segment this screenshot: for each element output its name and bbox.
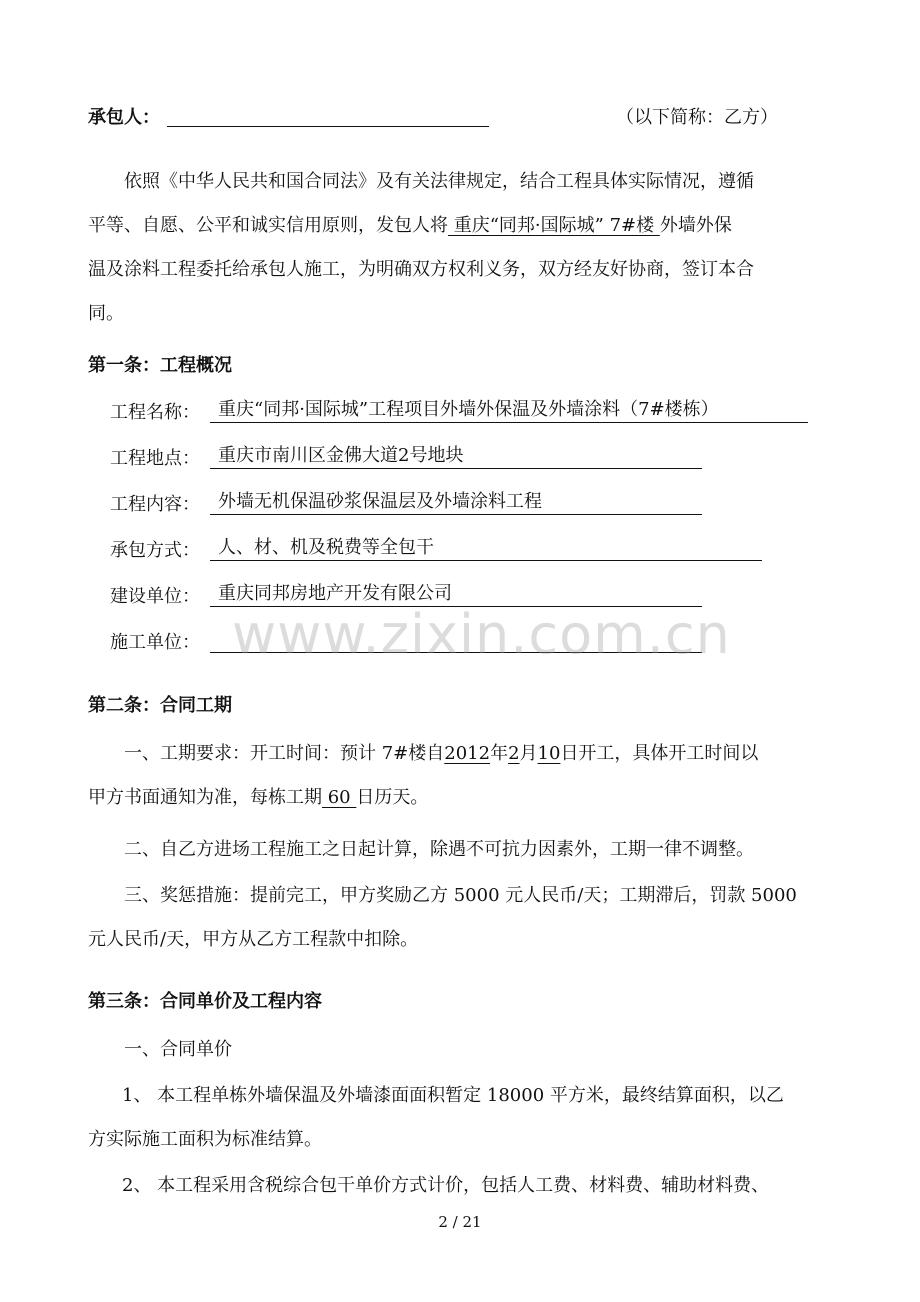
schedule-text: 年 (490, 743, 509, 764)
article3-item1-text-1: 1、 本工程单栋外墙保温及外墙漆面面积暂定 18000 平方米，最终结算面积，以乙 (122, 1085, 784, 1106)
field-label: 施工单位： (110, 632, 200, 653)
article2-p2-text: 二、自乙方进场工程施工之日起计算，除遇不可抗力因素外，工期一律不调整。 (124, 839, 754, 860)
schedule-text: 日历天。 (356, 787, 429, 808)
field-value: 重庆市南川区金佛大道2号地块 (210, 445, 702, 469)
field-value: 重庆“同邦·国际城”工程项目外墙外保温及外墙涂料（7#楼栋） (210, 399, 808, 423)
schedule-text: 一、工期要求：开工时间：预计 7#楼自 (124, 743, 445, 764)
article2-p3-text-2: 元人民币/天，甲方从乙方工程款中扣除。 (88, 929, 419, 950)
field-label: 建设单位： (110, 586, 200, 607)
field-value: 外墙无机保温砂浆保温层及外墙涂料工程 (210, 491, 702, 515)
intro-text-1: 依照《中华人民共和国合同法》及有关法律规定，结合工程具体实际情况，遵循 (124, 171, 754, 192)
field-label: 工程地点： (110, 448, 200, 469)
intro-text-3: 温及涂料工程委托给承包人施工，为明确双方权利义务，双方经友好协商，签订本合 (88, 259, 754, 280)
party-b-blank (167, 106, 489, 127)
start-month: 2 (508, 743, 520, 764)
duration-days: 60 (322, 787, 357, 808)
field-label: 工程内容： (110, 494, 200, 515)
field-value: 人、材、机及税费等全包干 (210, 537, 762, 561)
intro-text-2a: 平等、自愿、公平和诚实信用原则，发包人将 (88, 215, 448, 236)
schedule-text: 日开工，具体开工时间以 (560, 743, 759, 764)
article3-title-text: 第三条：合同单价及工程内容 (88, 991, 322, 1012)
article3-item2-text-1: 2、 本工程采用含税综合包干单价方式计价，包括人工费、材料费、辅助材料费、 (122, 1175, 770, 1196)
page-number: 2 / 21 (438, 1213, 482, 1231)
article1-title-text: 第一条：工程概况 (88, 355, 232, 376)
article2-title-text: 第二条：合同工期 (88, 695, 232, 716)
start-year: 2012 (444, 743, 491, 764)
start-day: 10 (537, 743, 561, 764)
watermark: www.zixin.com.cn (232, 603, 731, 666)
schedule-text: 月 (519, 743, 538, 764)
field-value: 重庆同邦房地产开发有限公司 (210, 583, 702, 607)
party-b-alias: （以下简称：乙方） (616, 107, 778, 128)
intro-text-2b: 外墙外保 (659, 215, 732, 236)
field-label: 工程名称： (110, 402, 200, 423)
schedule-text: 甲方书面通知为准，每栋工期 (88, 787, 322, 808)
party-b-label: 承包人： (88, 107, 160, 128)
intro-project-name: 重庆“同邦·国际城” 7#楼 (448, 215, 660, 236)
article2-p3-text-1: 三、奖惩措施：提前完工，甲方奖励乙方 5000 元人民币/天；工期滞后，罚款 5000 (124, 885, 797, 906)
article3-sub1-text: 一、合同单价 (124, 1039, 232, 1060)
field-label: 承包方式： (110, 540, 200, 561)
intro-text-4: 同。 (88, 303, 124, 324)
article3-item1-text-2: 方实际施工面积为标准结算。 (88, 1129, 322, 1150)
